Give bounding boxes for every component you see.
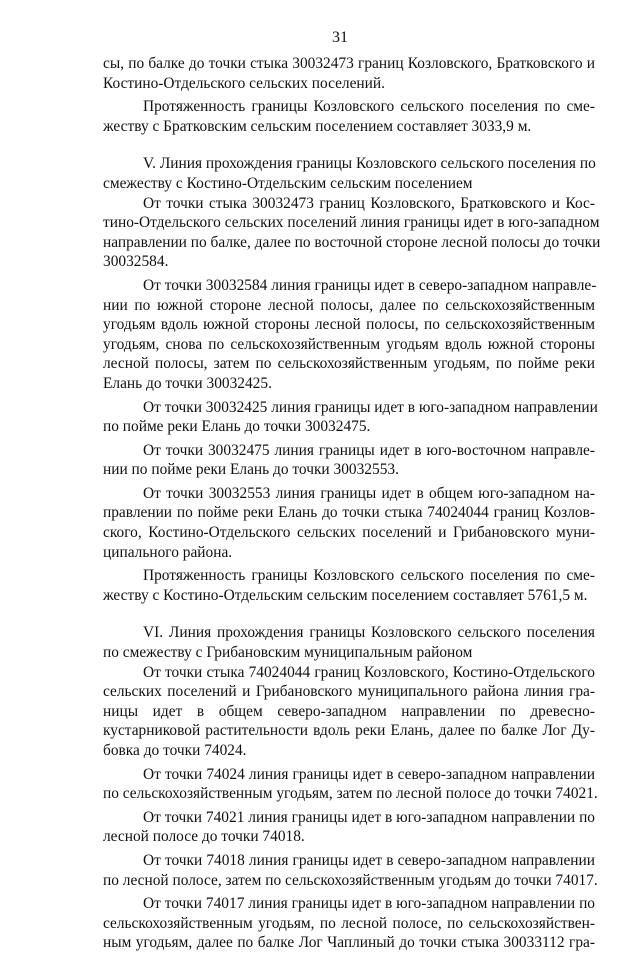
text-line: ципального района.: [103, 543, 233, 561]
paragraph-route: [103, 398, 598, 437]
paragraph-continuation: [103, 54, 595, 93]
paragraph-route: [103, 894, 595, 953]
text-line: угодьям, снова по сельскохозяйственным угодьям вдоль южной стороны: [103, 335, 595, 353]
text-line: 30032584.: [103, 253, 169, 271]
text-line: нии по пойме реки Елань до точки 30032553.: [103, 461, 399, 479]
paragraph-route: [103, 484, 595, 562]
text-line: лесной полосы, затем по сельскохозяйственным угодьям, по пойме реки: [103, 355, 595, 373]
text-line: сы, по балке до точки стыка 30032473 границ Козловского, Братковского и: [103, 55, 595, 72]
page-number: 31: [332, 29, 348, 46]
text-line: ницы идет в общем северо-западном направлении по древесно-: [103, 702, 595, 720]
text-line: V. Линия прохождения границы Козловского сельского поселения по: [143, 155, 596, 173]
paragraph-route: [103, 194, 601, 272]
text-line: лесной полосе до точки 74018.: [103, 828, 305, 846]
text-line: Протяженность границы Козловского сельского поселения по сме-: [143, 98, 595, 116]
text-line: От точки 30032425 линия границы идет в юго-западном направлении: [143, 398, 598, 416]
text-line: сельских поселений и Грибановского муниципального района линия гра-: [103, 683, 595, 701]
text-line: правлении по пойме реки Елань до точки стыка 74024044 границ Козлов-: [103, 504, 595, 522]
text-line: VI. Линия прохождения границы Козловского сельского поселения: [143, 624, 595, 642]
text-line: ным угодьям, далее по балке Лог Чаплиный до точки стыка 30033112 гра-: [103, 934, 595, 952]
text-line: по пойме реки Елань до точки 30032475.: [103, 418, 371, 436]
text-line: Протяженность границы Козловского сельского поселения по сме-: [143, 567, 595, 585]
paragraph-route: [103, 765, 598, 804]
text-line: сельскохозяйственным угодьям, по лесной полосе, по сельскохозяйствен-: [103, 914, 595, 932]
text-line: тино-Отдельского сельских поселений линия границы идет в юго-западном: [103, 214, 600, 232]
text-line: бовка до точки 74024.: [103, 742, 247, 759]
paragraph-route: [103, 851, 598, 890]
text-line: по смежеству с Грибановским муниципальным районом: [103, 644, 473, 662]
text-line: От точки 74021 линия границы идет в юго-западном направлении по: [143, 808, 595, 826]
section-heading-vi: [103, 623, 595, 662]
text-line: кустарниковой растительности вдоль реки Елань, далее по балке Лог Ду-: [103, 722, 595, 740]
text-line: по лесной полосе, затем по сельскохозяйственным угодьям до точки 74017.: [103, 871, 598, 889]
text-line: жеству с Братковским сельским поселением составляет 3033,9 м.: [103, 117, 532, 135]
section-heading-v: [103, 154, 595, 193]
text-line: От точки 30032584 линия границы идет в северо-западном направле-: [143, 276, 597, 294]
text-line: смежеству с Костино-Отдельским сельским поселением: [103, 174, 473, 192]
text-line: От точки 30032553 линия границы идет в общем юго-западном на-: [143, 484, 595, 502]
text-line: угодьям вдоль южной стороны лесной полосы, по сельскохозяйственным: [103, 316, 595, 334]
text-line: Костино-Отдельского сельских поселений.: [103, 74, 385, 92]
text-line: по сельскохозяйственным угодьям, затем по лесной полосе до точки 74021.: [103, 785, 598, 803]
text-line: нии по южной стороне лесной полосы, далее по сельскохозяйственным: [103, 296, 595, 314]
paragraph-route: [103, 663, 595, 761]
text-line: Елань до точки 30032425.: [103, 374, 272, 392]
text-line: От точки 74018 линия границы идет в северо-западном направлении: [143, 851, 595, 869]
text-line: От точки стыка 74024044 границ Козловского, Костино-Отдельского: [143, 663, 595, 681]
paragraph-route: [103, 808, 595, 847]
text-line: От точки 74024 линия границы идет в северо-западном направлении: [143, 765, 595, 783]
text-line: ского, Костино-Отдельского сельских поселений и Грибановского муни-: [103, 524, 595, 542]
paragraph-route: [103, 441, 595, 480]
text-line: От точки 30032475 линия границы идет в юго-восточном направле-: [143, 441, 595, 459]
text-line: От точки 74017 линия границы идет в юго-западном направлении по: [143, 895, 595, 913]
paragraph-length-bratkovo: [103, 97, 595, 136]
document-body: [103, 54, 601, 953]
paragraph-length-kostino: [103, 566, 595, 605]
paragraph-route: [103, 276, 595, 394]
text-line: жеству с Костино-Отдельским сельским поселением составляет 5761,5 м.: [103, 586, 588, 604]
text-line: От точки стыка 30032473 границ Козловского, Братковского и Кос-: [143, 194, 595, 212]
text-line: направлении по балке, далее по восточной стороне лесной полосы до точки: [103, 233, 601, 251]
